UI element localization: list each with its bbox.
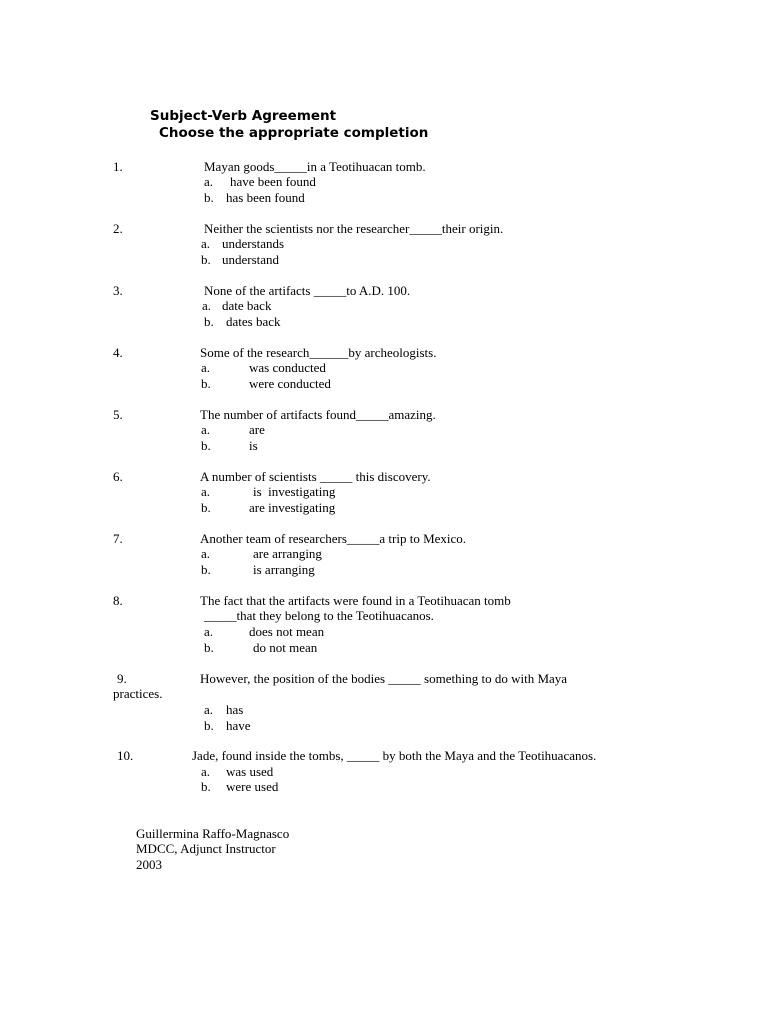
option-a-text: have been found (230, 174, 316, 189)
option-b-text: dates back (226, 314, 281, 329)
option-b-text: has been found (226, 190, 305, 205)
option-b-label: b. (201, 252, 211, 267)
option-b-label: b. (201, 779, 211, 794)
option-b-label: b. (201, 438, 211, 453)
option-b-text: were used (226, 779, 279, 794)
question-stem: Neither the scientists nor the researcher_____their origin. (204, 221, 504, 236)
question-stem: The fact that the artifacts were found in a Teotihuacan tomb (200, 593, 511, 608)
option-a-text: understands (222, 236, 285, 251)
question-stem-continued: _____that they belong to the Teotihuacanos. (204, 608, 434, 623)
worksheet-title: Subject-Verb Agreement (150, 108, 337, 124)
option-a-label: a. (201, 422, 211, 437)
author-name: Guillermina Raffo-Magnasco (136, 826, 290, 841)
question-stem: Another team of researchers_____a trip to Mexico. (200, 531, 467, 546)
option-a-label: a. (201, 360, 211, 375)
question-number: 6. (113, 469, 123, 484)
option-b-label: b. (201, 500, 211, 515)
option-a-label: a. (201, 236, 211, 251)
option-a-text: has (226, 702, 244, 717)
question-stem: Some of the research______by archeologists. (200, 345, 437, 360)
question-stem: None of the artifacts _____to A.D. 100. (204, 283, 411, 298)
option-b-label: b. (201, 562, 211, 577)
author-year: 2003 (136, 857, 162, 872)
option-b-label: b. (204, 640, 214, 655)
option-a-label: a. (201, 546, 211, 561)
author-affiliation: MDCC, Adjunct Instructor (136, 841, 276, 856)
option-b-label: b. (204, 718, 214, 733)
option-b-label: b. (201, 376, 211, 391)
option-a-text: are arranging (253, 546, 322, 561)
question-number: 9. (117, 671, 127, 686)
question-number: 10. (117, 748, 134, 763)
question-number: 1. (113, 159, 123, 174)
option-a-label: a. (202, 298, 212, 313)
option-b-text: were conducted (249, 376, 331, 391)
question-number: 3. (113, 283, 123, 298)
option-a-label: a. (201, 764, 211, 779)
question-stem: A number of scientists _____ this discovery. (200, 469, 431, 484)
option-a-label: a. (204, 174, 214, 189)
question-stem: The number of artifacts found_____amazing. (200, 407, 436, 422)
question-stem-continued: practices. (113, 686, 163, 701)
option-b-label: b. (204, 314, 214, 329)
option-a-text: is investigating (253, 484, 336, 499)
question-number: 2. (113, 221, 123, 236)
question-number: 5. (113, 407, 123, 422)
option-b-text: do not mean (253, 640, 318, 655)
question-number: 8. (113, 593, 123, 608)
option-b-text: understand (222, 252, 280, 267)
option-b-text: have (226, 718, 251, 733)
question-stem: Mayan goods_____in a Teotihuacan tomb. (204, 159, 426, 174)
question-stem: However, the position of the bodies _____ something to do with Maya (200, 671, 568, 686)
option-a-text: was conducted (249, 360, 326, 375)
option-a-text: are (249, 422, 265, 437)
option-a-label: a. (204, 702, 214, 717)
option-b-text: is (249, 438, 258, 453)
option-a-text: date back (222, 298, 272, 313)
worksheet-subtitle: Choose the appropriate completion (159, 125, 429, 141)
option-a-text: was used (226, 764, 274, 779)
option-b-text: is arranging (253, 562, 315, 577)
question-number: 4. (113, 345, 123, 360)
option-a-label: a. (201, 484, 211, 499)
option-a-text: does not mean (249, 624, 325, 639)
question-number: 7. (113, 531, 123, 546)
question-stem: Jade, found inside the tombs, _____ by both the Maya and the Teotihuacanos. (192, 748, 597, 763)
option-b-label: b. (204, 190, 214, 205)
option-b-text: are investigating (249, 500, 336, 515)
option-a-label: a. (204, 624, 214, 639)
